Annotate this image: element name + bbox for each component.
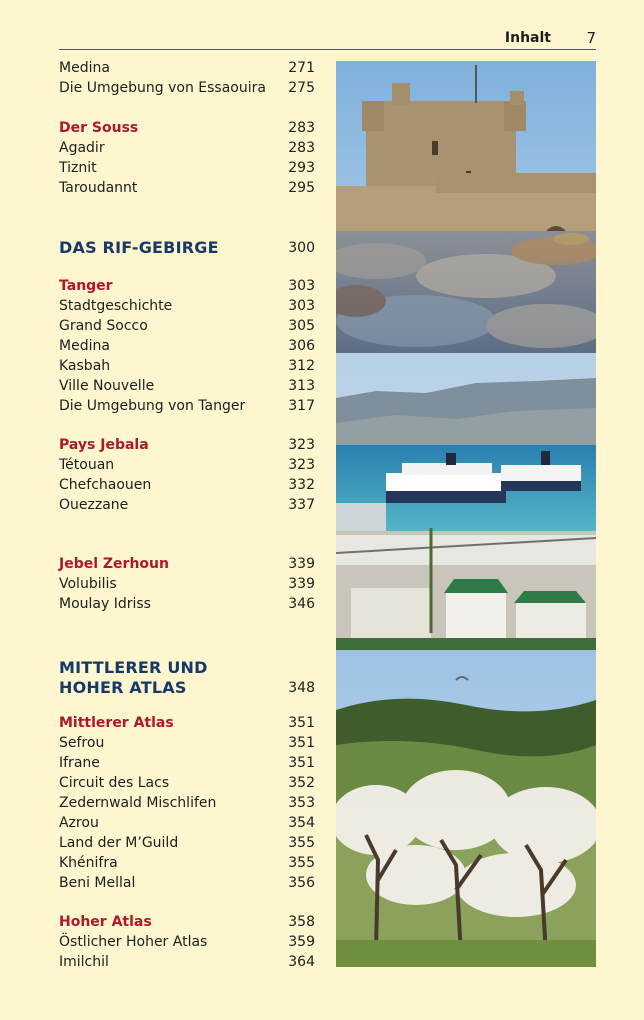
toc-entry-title: Chefchaouen (59, 477, 152, 493)
toc-entry[interactable] (59, 158, 315, 178)
toc-entry-page: 358 (288, 914, 315, 930)
toc-subheading-title: Pays Jebala (59, 437, 149, 453)
toc-entry-page: 303 (288, 298, 315, 314)
toc-entry-title: Zedernwald Mischlifen (59, 795, 217, 811)
toc-entry-page: 283 (288, 140, 315, 156)
toc-entry-page: 356 (288, 875, 315, 891)
toc-subheading[interactable] (59, 554, 315, 574)
blossoming-orchard-atlas-photo (336, 650, 596, 967)
toc-entry-page: 306 (288, 338, 315, 354)
toc-subheading[interactable] (59, 276, 315, 296)
toc-entry-title: Volubilis (59, 576, 117, 592)
toc-chapter-title-line1: MITTLERER UND (59, 658, 208, 677)
toc-entry[interactable] (59, 574, 315, 594)
toc-chapter[interactable] (59, 237, 315, 259)
toc-entry[interactable] (59, 296, 315, 316)
toc-entry-page: 351 (288, 715, 315, 731)
toc-entry-title: Agadir (59, 140, 105, 156)
toc-entry-page: 293 (288, 160, 315, 176)
toc-entry[interactable] (59, 336, 315, 356)
toc-entry-title: Sefrou (59, 735, 105, 751)
toc-entry-page: 359 (288, 934, 315, 950)
toc-entry[interactable] (59, 733, 315, 753)
header-rule (59, 49, 596, 50)
toc-entry[interactable] (59, 78, 315, 98)
toc-entry-title: Ifrane (59, 755, 100, 771)
toc-entry-page: 339 (288, 556, 315, 572)
toc-entry[interactable] (59, 773, 315, 793)
toc-entry-title: Östlicher Hoher Atlas (59, 934, 208, 950)
toc-entry-title: Medina (59, 338, 110, 354)
toc-entry-title: Stadtgeschichte (59, 298, 173, 314)
toc-entry[interactable] (59, 58, 315, 78)
toc-entry-title: Khénifra (59, 855, 118, 871)
toc-entry[interactable] (59, 316, 315, 336)
toc-chapter-title (59, 658, 208, 698)
page-number: 7 (586, 29, 596, 47)
toc-entry-title: Tiznit (59, 160, 97, 176)
toc-entry-page: 352 (288, 775, 315, 791)
toc-subheading-title: Hoher Atlas (59, 914, 152, 930)
toc-entry-page: 355 (288, 855, 315, 871)
toc-entry[interactable] (59, 178, 315, 198)
toc-entry[interactable] (59, 495, 315, 515)
toc-entry[interactable] (59, 594, 315, 614)
toc-entry-page: 337 (288, 497, 315, 513)
toc-subheading[interactable] (59, 912, 315, 932)
toc-entry-title: Tétouan (59, 457, 115, 473)
toc-entry-page: 323 (288, 457, 315, 473)
toc-entry-page: 317 (288, 398, 315, 414)
toc-entry[interactable] (59, 853, 315, 873)
toc-subheading-title: Der Souss (59, 120, 139, 136)
essaouira-fortress-nets-photo (336, 61, 596, 353)
toc-entry[interactable] (59, 138, 315, 158)
toc-entry-page: 295 (288, 180, 315, 196)
toc-entry-title: Ville Nouvelle (59, 378, 155, 394)
toc-entry-page: 271 (288, 60, 315, 76)
toc-entry-page: 355 (288, 835, 315, 851)
toc-entry-page: 312 (288, 358, 315, 374)
toc-entry-page: 353 (288, 795, 315, 811)
photo-strip (336, 61, 596, 967)
toc-entry-page: 313 (288, 378, 315, 394)
toc-entry[interactable] (59, 396, 315, 416)
toc-entry-title: Medina (59, 60, 110, 76)
toc-entry-page: 364 (288, 954, 315, 970)
toc-subheading[interactable] (59, 435, 315, 455)
toc-entry[interactable] (59, 376, 315, 396)
toc-entry-title: Land der M’Guild (59, 835, 179, 851)
toc-entry-page: 354 (288, 815, 315, 831)
toc-subheading-title: Mittlerer Atlas (59, 715, 174, 731)
toc-entry-page: 323 (288, 437, 315, 453)
toc-entry[interactable] (59, 833, 315, 853)
toc-entry-title: Moulay Idriss (59, 596, 151, 612)
toc-entry[interactable] (59, 932, 315, 952)
toc-entry-page: 303 (288, 278, 315, 294)
running-header-section: Inhalt (504, 30, 551, 46)
toc-entry[interactable] (59, 952, 315, 972)
toc-entry-page: 275 (288, 80, 315, 96)
toc-entry-page: 348 (288, 680, 315, 696)
toc-entry[interactable] (59, 753, 315, 773)
toc-entry-title: Kasbah (59, 358, 111, 374)
toc-subheading-title: Tanger (59, 278, 113, 294)
toc-entry-title: Taroudannt (59, 180, 138, 196)
toc-entry[interactable] (59, 455, 315, 475)
toc-entry-title: Azrou (59, 815, 99, 831)
toc-entry-title: Die Umgebung von Tanger (59, 398, 246, 414)
toc-entry-page: 283 (288, 120, 315, 136)
toc-entry[interactable] (59, 793, 315, 813)
toc-entry[interactable] (59, 475, 315, 495)
toc-entry[interactable] (59, 356, 315, 376)
toc-entry-page: 339 (288, 576, 315, 592)
toc-entry-title: Imilchil (59, 954, 109, 970)
toc-entry[interactable] (59, 813, 315, 833)
toc-chapter-title: DAS RIF-GEBIRGE (59, 238, 219, 257)
toc-subheading[interactable] (59, 713, 315, 733)
toc-entry-page: 305 (288, 318, 315, 334)
toc-chapter-title-line2: HOHER ATLAS (59, 678, 187, 697)
tanger-port-cruise-ships-photo (336, 353, 596, 650)
toc-entry-title: Die Umgebung von Essaouira (59, 80, 266, 96)
toc-entry-page: 346 (288, 596, 315, 612)
toc-entry-page: 351 (288, 735, 315, 751)
toc-entry[interactable] (59, 873, 315, 893)
toc-entry-title: Beni Mellal (59, 875, 136, 891)
toc-subheading-title: Jebel Zerhoun (59, 556, 169, 572)
toc-entry-title: Grand Socco (59, 318, 148, 334)
toc-entry-title: Ouezzane (59, 497, 129, 513)
toc-chapter[interactable] (59, 654, 315, 698)
toc-subheading[interactable] (59, 118, 315, 138)
toc-entry-page: 332 (288, 477, 315, 493)
toc-entry-title: Circuit des Lacs (59, 775, 170, 791)
toc-entry-page: 351 (288, 755, 315, 771)
toc-entry-page: 300 (288, 240, 315, 256)
